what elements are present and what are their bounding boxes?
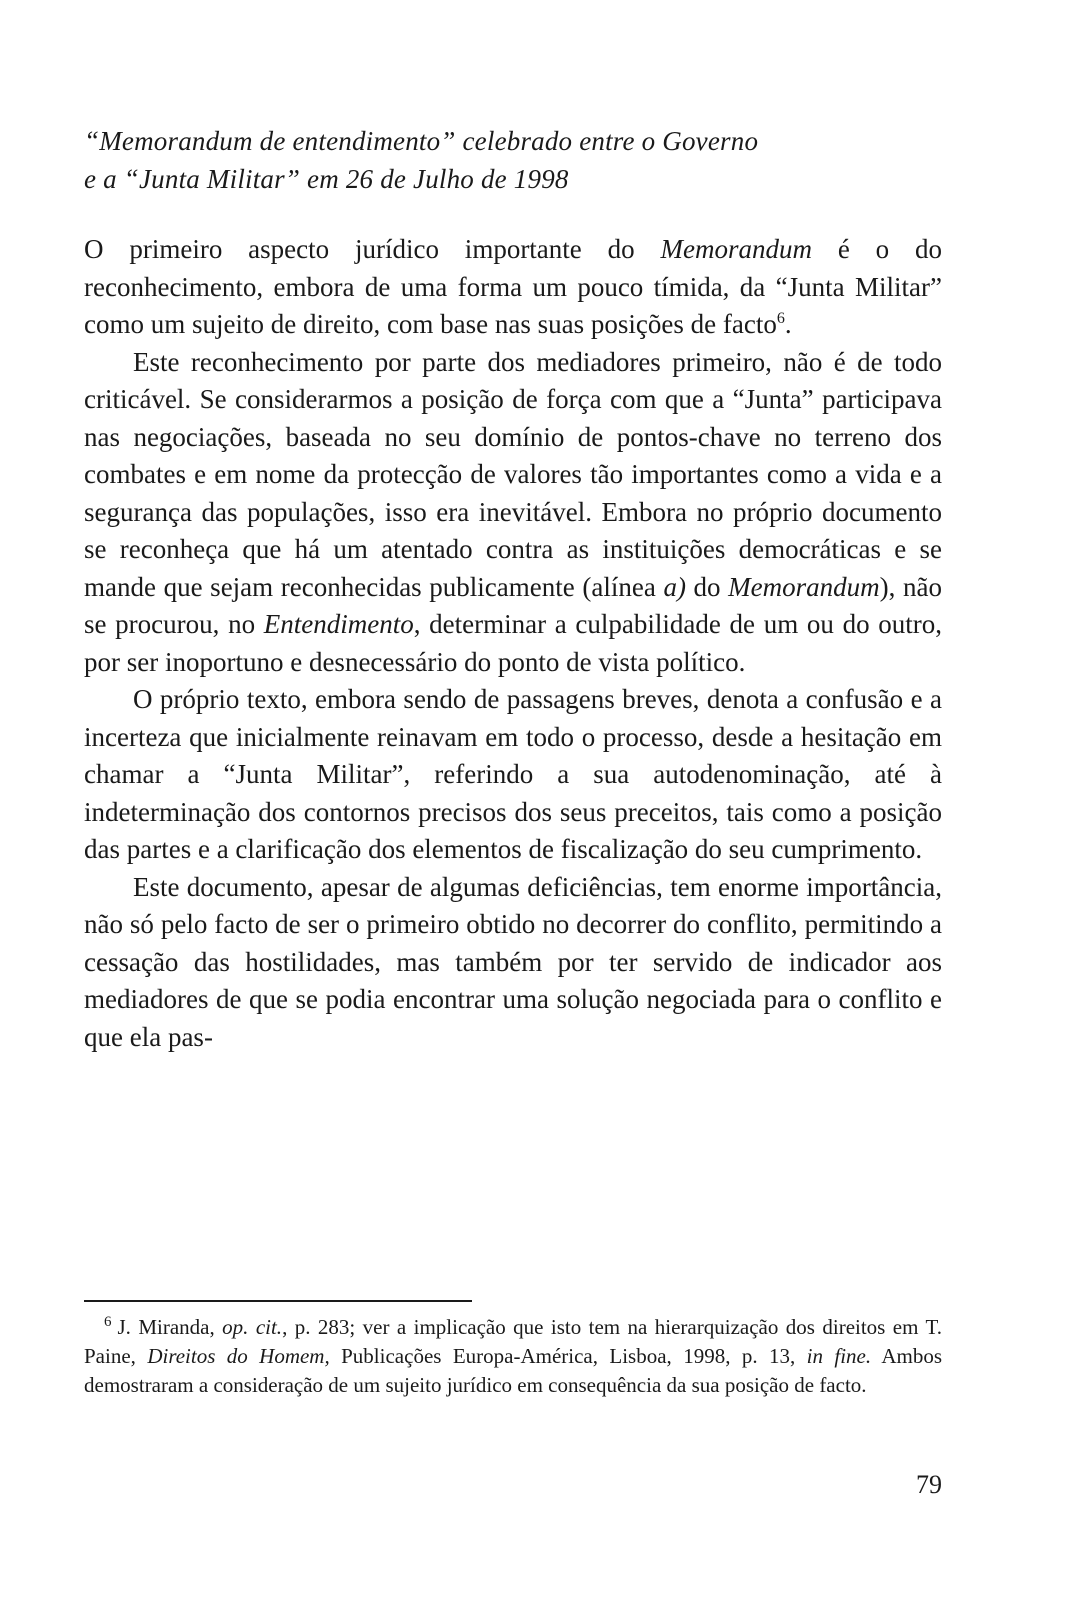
alinea-letter: a) (663, 571, 686, 602)
footnote-in-fine: in fine. (806, 1344, 872, 1368)
footnote-separator (84, 1300, 472, 1302)
section-heading (84, 122, 942, 198)
page-content (84, 122, 942, 1056)
footnote-book-title: Direitos do Homem, (147, 1344, 330, 1368)
page-number: 79 (916, 1470, 942, 1499)
paragraph-1-text-d: . (784, 309, 792, 339)
footnote-text-g: Ambos demostraram a consideração de um sujeito jurídico em consequência da sua posição de facto. (84, 1344, 943, 1397)
paragraph-2-text-e: ), não se procurou, no (84, 571, 942, 639)
paragraph-2-text-c: do (685, 571, 729, 602)
paragraph-2-text-g: , determinar a culpabilidade de um ou do outro, por ser inoportuno e desnecessário do ponto de vista político. (84, 609, 942, 677)
body-text (84, 231, 942, 1056)
paragraph-2 (84, 344, 942, 682)
paragraph-4: Este documento, apesar de algumas deficiências, tem enorme importância, não só pelo facto de ser o primeiro obtido no decorrer do conflito, permitindo a cessação das hostilidades, mas também por ter servido de indicador aos mediadores de que se podia encontrar uma solução negociada para o conflito e que ela pas- (84, 871, 942, 1052)
paragraph-2-text-a: Este reconhecimento por parte dos mediadores primeiro, não é de todo criticável. Se considerarmos a posição de força com que a “Junta” participava nas negociações, baseada no seu domínio de pontos-chave no terreno dos combates e em nome da protecção de valores tão importantes como a vida e a segurança das populações, isso era inevitável. Embora no próprio documento se reconheça que há um atentado contra as instituições democráticas e se mande que sejam reconhecidas publicamente (alínea (84, 346, 942, 602)
footnote (84, 1313, 942, 1400)
footnote-text-a: J. Miranda, (117, 1315, 223, 1339)
footnote-number: 6 (104, 1314, 112, 1330)
entendimento-term: Entendimento (263, 609, 414, 639)
heading-line-2: e a “Junta Militar” em 26 de Julho de 1998 (84, 164, 569, 194)
memorandum-term: Memorandum (660, 234, 812, 264)
paragraph-1-text-a: O primeiro aspecto jurídico importante do (84, 234, 661, 264)
paragraph-1 (84, 231, 942, 344)
paragraph-1-text-c: é o do reconhecimento, embora de uma forma um pouco tímida, da “Junta Militar” como um sujeito de direito, com base nas suas posições de facto (84, 234, 943, 339)
footnote-reference: 6 (776, 310, 785, 327)
heading-line-1: “Memorandum de entendimento” celebrado entre o Governo (84, 126, 759, 156)
paragraph-3: O próprio texto, embora sendo de passagens breves, denota a confusão e a incerteza que inicialmente reinavam em todo o processo, desde a hesitação em chamar a “Junta Militar”, referindo a sua autodenominação, até à indeterminação dos contornos precisos dos seus preceitos, tais como a posição das partes e a clarificação dos elementos de fiscalização do seu cumprimento. (84, 684, 942, 864)
footnote-op-cit: op. cit. (222, 1315, 283, 1339)
footnote-text-e: Publicações Europa-América, Lisboa, 1998, p. 13, (329, 1344, 807, 1368)
footnote-text-c: , p. 283; ver a implicação que isto tem na hierarquização dos direitos em T. Paine, (84, 1315, 942, 1368)
memorandum-term: Memorandum (728, 571, 880, 602)
